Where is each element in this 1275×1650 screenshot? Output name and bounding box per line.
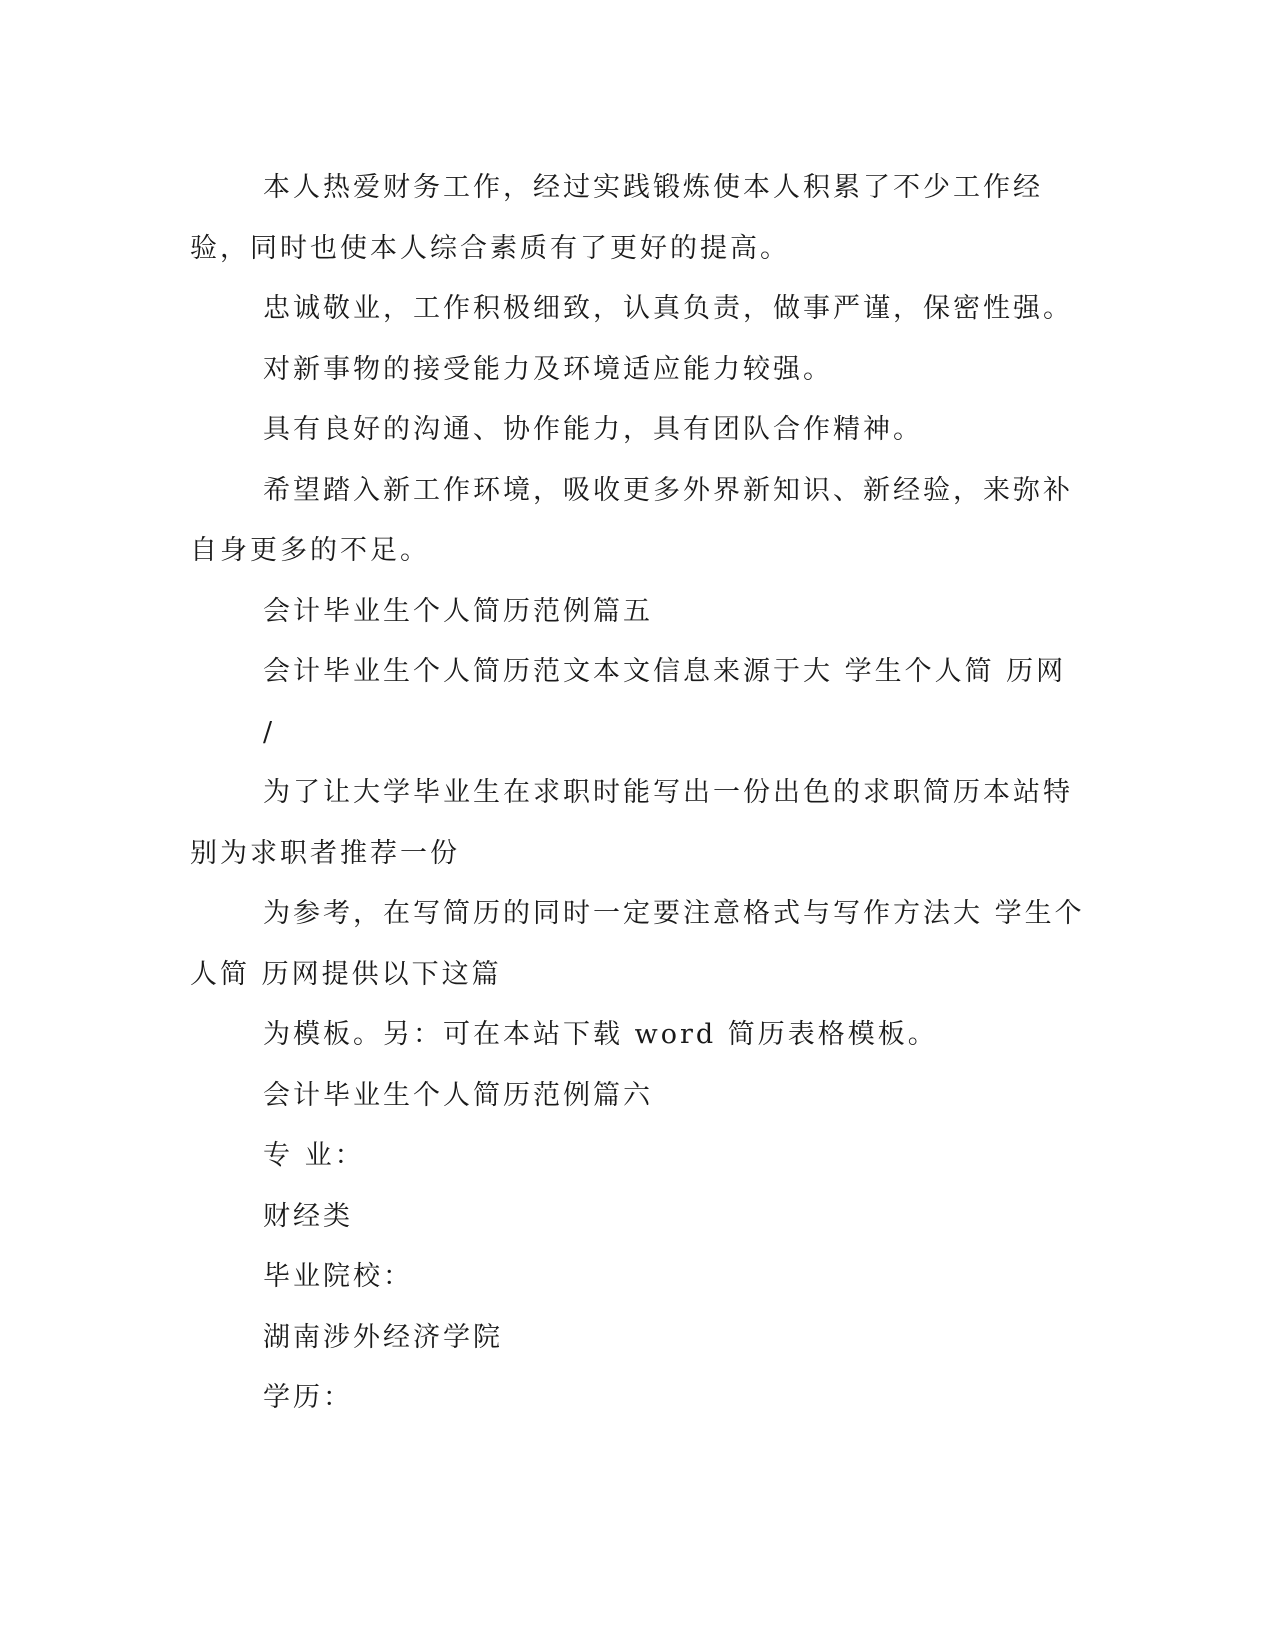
- section-heading-five: 会计毕业生个人简历范例篇五: [263, 595, 653, 627]
- paragraph-dedication: 忠诚敬业，工作积极细致，认真负责，做事严谨，保密性强。: [263, 293, 1073, 324]
- paragraph-aspiration: 希望踏入新工作环境，吸收更多外界新知识、新经验，来弥补自身更多的不足。: [190, 474, 1073, 566]
- field-major-label: 专 业：: [263, 1140, 365, 1171]
- paragraph-adaptability: 对新事物的接受能力及环境适应能力较强。: [263, 353, 833, 385]
- paragraph-teamwork: 具有良好的沟通、协作能力，具有团队合作精神。: [263, 414, 923, 445]
- field-education-label: 学历：: [263, 1382, 353, 1413]
- paragraph-reference: 为参考，在写简历的同时一定要注意格式与写作方法大 学生个人简 历网提供以下这篇: [190, 898, 1085, 990]
- field-school-label: 毕业院校：: [263, 1261, 413, 1292]
- paragraph-template-note: 为模板。另：可在本站下载 word 简历表格模板。: [263, 1019, 938, 1050]
- document-body: [190, 158, 1090, 1429]
- field-school-value: 湖南涉外经济学院: [263, 1321, 503, 1353]
- paragraph-recommend: 为了让大学毕业生在求职时能写出一份出色的求职简历本站特别为求职者推荐一份: [190, 777, 1073, 869]
- paragraph-slash: /: [263, 716, 276, 748]
- field-major-value: 财经类: [263, 1200, 353, 1232]
- section-heading-six: 会计毕业生个人简历范例篇六: [263, 1079, 653, 1111]
- paragraph-self-intro: 本人热爱财务工作，经过实践锻炼使本人积累了不少工作经验，同时也使本人综合素质有了更好的提高。: [190, 172, 1043, 264]
- paragraph-source-note: 会计毕业生个人简历范文本文信息来源于大 学生个人简 历网: [263, 656, 1067, 687]
